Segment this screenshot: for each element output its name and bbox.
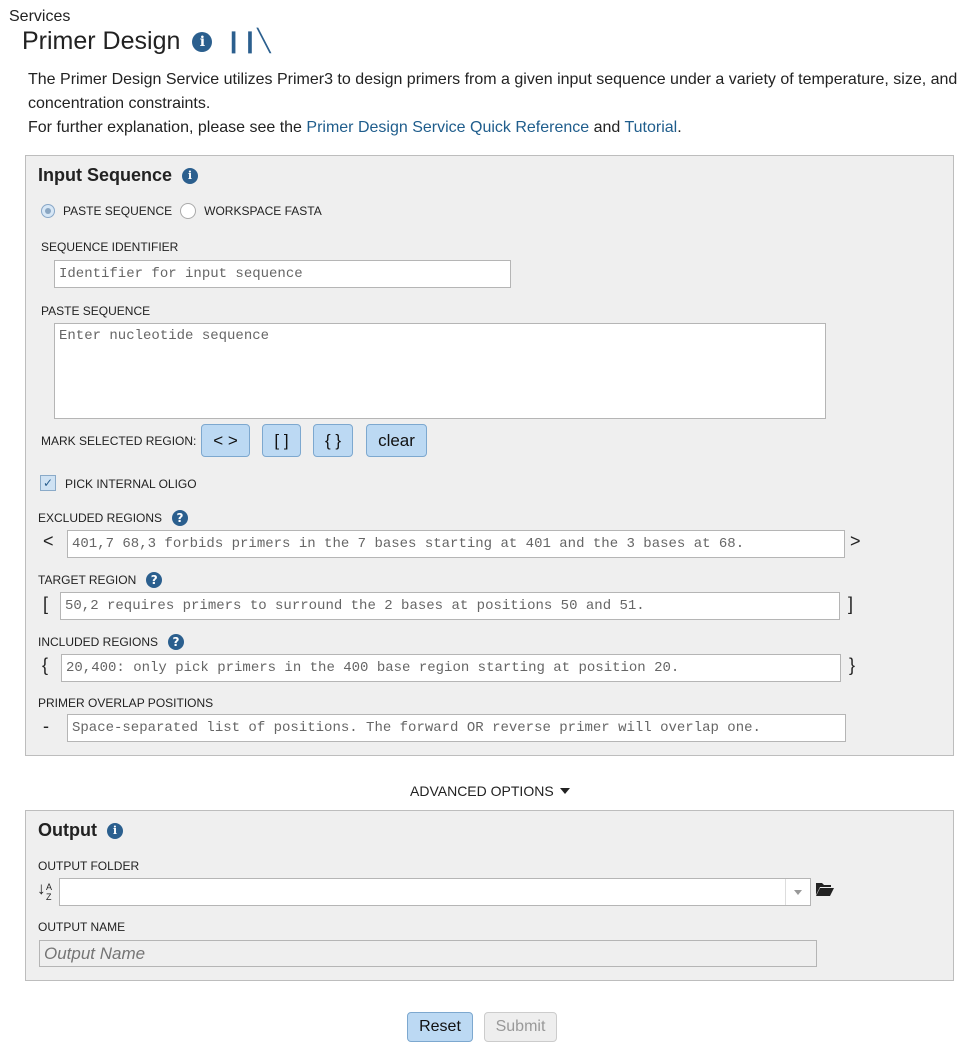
page-title: Primer Design bbox=[22, 27, 181, 55]
workspace-fasta-radio[interactable] bbox=[180, 203, 196, 219]
folder-open-icon[interactable] bbox=[815, 881, 835, 897]
help-icon[interactable]: ? bbox=[168, 634, 184, 650]
caret-down-icon bbox=[560, 788, 570, 794]
output-name-label: OUTPUT NAME bbox=[38, 920, 126, 934]
paste-sequence-textarea[interactable] bbox=[54, 323, 826, 419]
output-header bbox=[38, 820, 123, 841]
output-folder-input[interactable] bbox=[59, 878, 811, 906]
page-title-row bbox=[22, 27, 269, 56]
pick-internal-oligo-checkbox[interactable]: ✓ bbox=[40, 475, 56, 491]
excluded-regions-header bbox=[38, 510, 188, 526]
help-icon[interactable]: ? bbox=[172, 510, 188, 526]
primer-overlap-label: PRIMER OVERLAP POSITIONS bbox=[38, 696, 214, 710]
primer-overlap-input[interactable] bbox=[67, 714, 846, 742]
mark-region-label: MARK SELECTED REGION: bbox=[41, 434, 197, 448]
output-title: Output bbox=[38, 820, 97, 840]
included-open-delim: { bbox=[42, 655, 49, 675]
excluded-close-delim: > bbox=[850, 531, 861, 551]
service-description bbox=[28, 68, 958, 140]
target-open-delim: [ bbox=[43, 594, 49, 614]
sort-az-icon[interactable]: ↓ A Z bbox=[37, 879, 53, 902]
submit-button[interactable]: Submit bbox=[484, 1012, 557, 1042]
chevron-down-icon bbox=[794, 890, 802, 895]
mark-included-button[interactable]: { } bbox=[313, 424, 353, 457]
advanced-options-label: ADVANCED OPTIONS bbox=[410, 783, 554, 799]
description-line-2 bbox=[28, 116, 958, 140]
included-regions-header bbox=[38, 634, 184, 650]
mark-excluded-button[interactable]: < > bbox=[201, 424, 250, 457]
target-close-delim: ] bbox=[848, 594, 854, 614]
pick-internal-oligo-label: PICK INTERNAL OLIGO bbox=[65, 477, 197, 491]
target-region-header bbox=[38, 572, 162, 588]
mark-target-button[interactable]: [ ] bbox=[262, 424, 301, 457]
workspace-fasta-radio-label: WORKSPACE FASTA bbox=[204, 204, 322, 218]
description-text: For further explanation, please see the bbox=[28, 119, 307, 136]
target-region-label: TARGET REGION bbox=[38, 573, 137, 587]
output-name-input[interactable] bbox=[39, 940, 817, 967]
books-icon[interactable]: ❙❙╲ bbox=[224, 29, 269, 54]
input-sequence-header bbox=[38, 165, 198, 186]
included-close-delim: } bbox=[849, 655, 856, 675]
sequence-identifier-label: SEQUENCE IDENTIFIER bbox=[41, 240, 179, 254]
paste-sequence-radio-label: PASTE SEQUENCE bbox=[63, 204, 173, 218]
excluded-regions-input[interactable] bbox=[67, 530, 845, 558]
output-folder-dropdown[interactable] bbox=[785, 879, 810, 905]
description-and: and bbox=[589, 119, 625, 136]
help-icon[interactable]: ? bbox=[146, 572, 162, 588]
sequence-identifier-input[interactable] bbox=[54, 260, 511, 288]
output-folder-label: OUTPUT FOLDER bbox=[38, 859, 140, 873]
advanced-options-toggle[interactable] bbox=[410, 783, 570, 799]
info-icon[interactable]: i bbox=[107, 823, 123, 839]
excluded-regions-label: EXCLUDED REGIONS bbox=[38, 511, 163, 525]
reset-button[interactable]: Reset bbox=[407, 1012, 473, 1042]
included-regions-label: INCLUDED REGIONS bbox=[38, 635, 159, 649]
description-line-1: The Primer Design Service utilizes Primer3 to design primers from a given input sequence under a variety of temperature, size, and concentration constraints. bbox=[28, 71, 958, 112]
tutorial-link[interactable]: Tutorial bbox=[624, 119, 678, 136]
paste-sequence-label: PASTE SEQUENCE bbox=[41, 304, 151, 318]
clear-marks-button[interactable]: clear bbox=[366, 424, 427, 457]
info-icon[interactable]: i bbox=[192, 32, 212, 52]
quick-reference-link[interactable]: Primer Design Service Quick Reference bbox=[306, 119, 590, 136]
paste-sequence-radio[interactable] bbox=[41, 204, 55, 218]
description-period: . bbox=[677, 119, 682, 136]
input-source-radios bbox=[41, 203, 322, 219]
included-regions-input[interactable] bbox=[61, 654, 841, 682]
excluded-open-delim: < bbox=[43, 531, 54, 551]
info-icon[interactable]: i bbox=[182, 168, 198, 184]
breadcrumb[interactable]: Services bbox=[9, 8, 71, 25]
input-sequence-title: Input Sequence bbox=[38, 165, 173, 185]
target-region-input[interactable] bbox=[60, 592, 840, 620]
overlap-prefix: - bbox=[43, 716, 49, 736]
